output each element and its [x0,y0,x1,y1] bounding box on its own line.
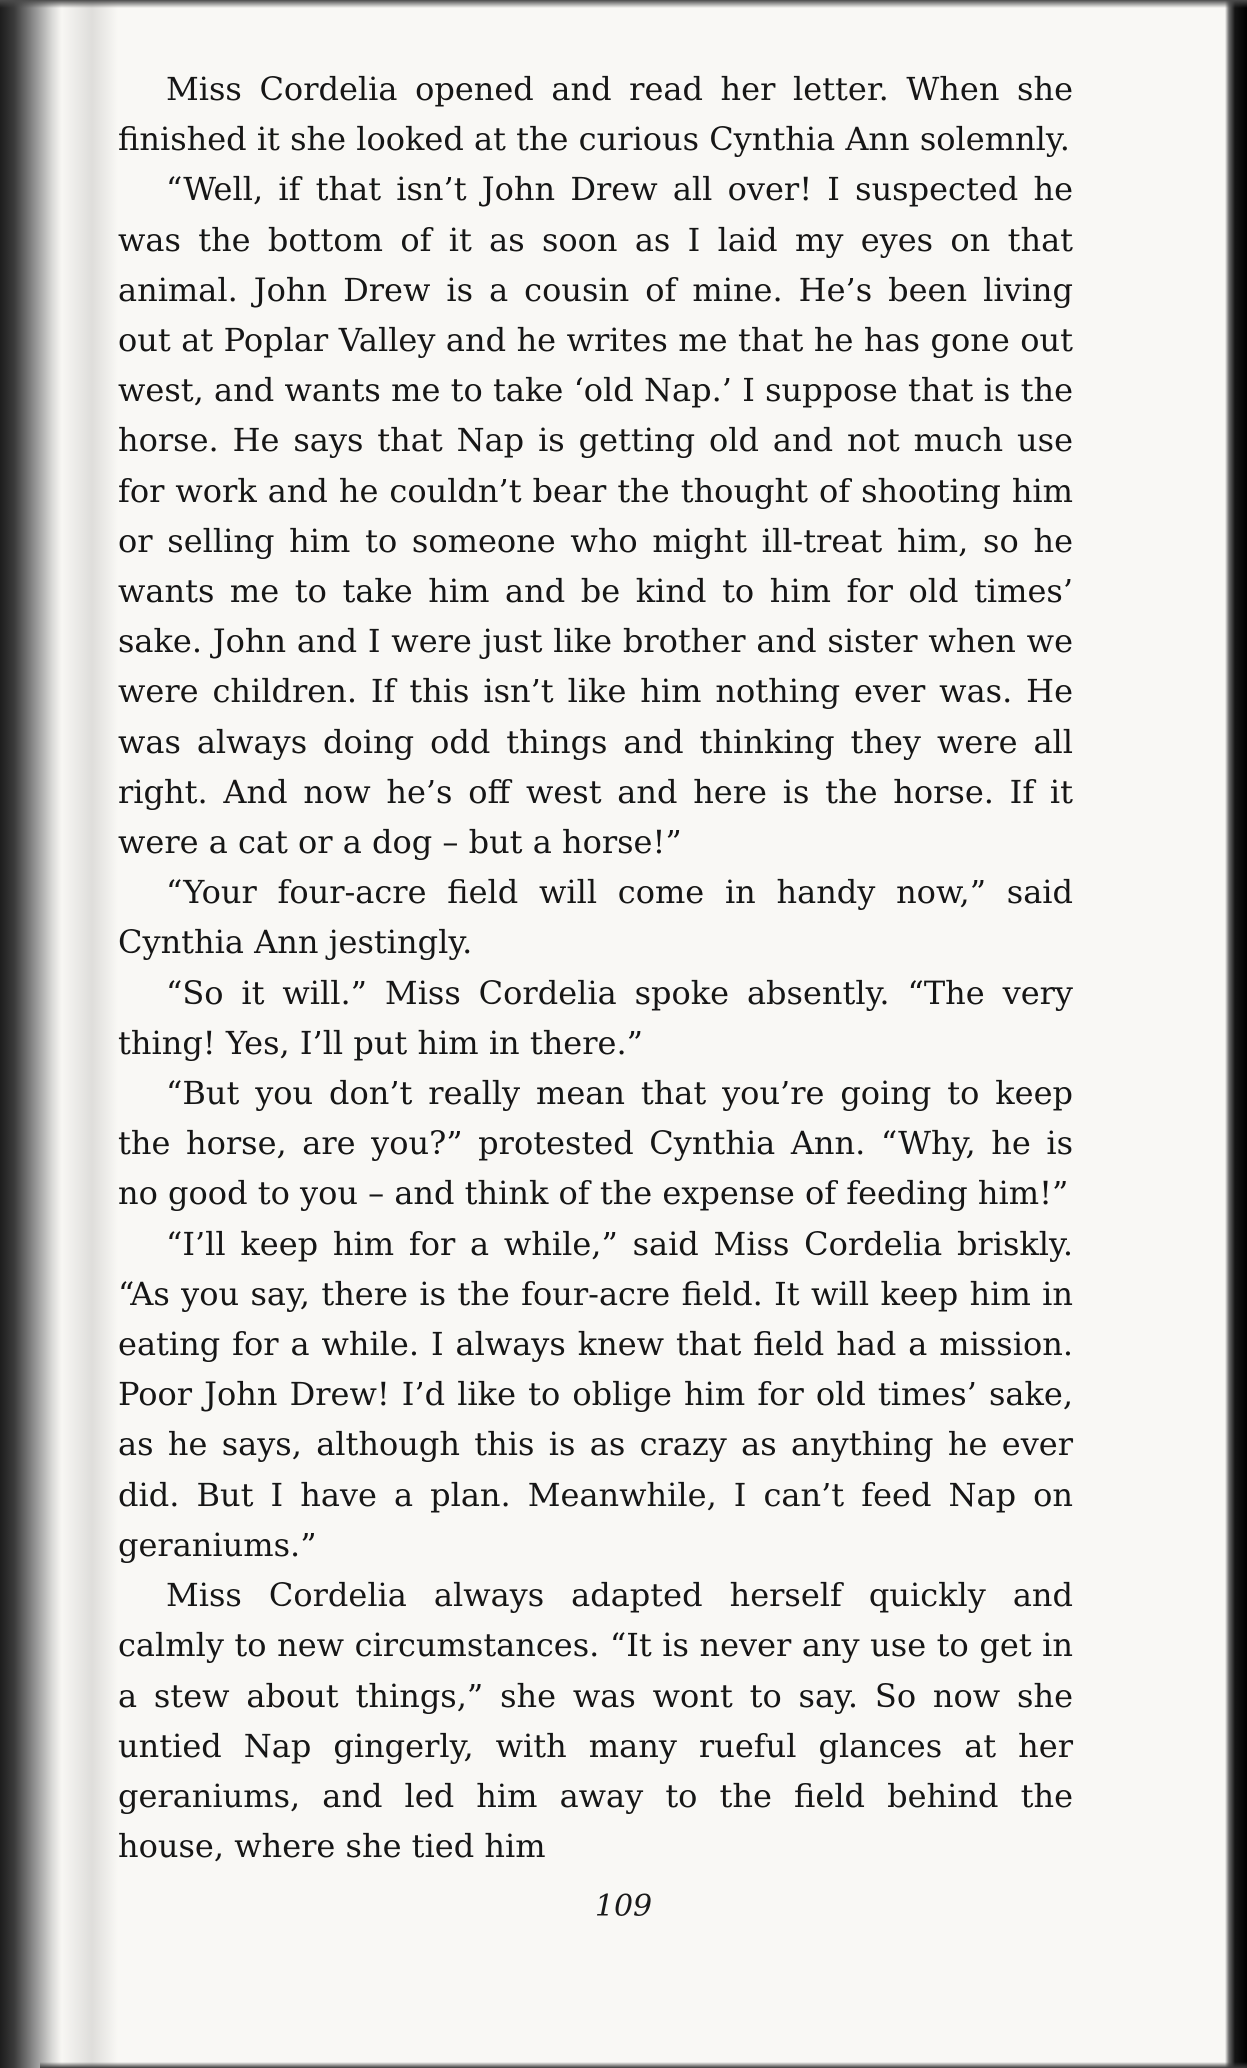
paragraph-john-drew: “Well, if that isn’t John Drew all over! I suspected he was the bottom of it as soon as I laid my eyes on that animal. John Drew is a cousin of mine. He’s been living out at Poplar Valley and he writes me that he has gone out west, and wants me to take ‘old Nap.’ I suppose that is the horse. He says that Nap is getting old and not much use for work and he couldn’t bear the thought of shooting him or selling him to someone who might ill-treat him, so he wants me to take him and be kind to him for old times’ sake. John and I were just like brother and sister when we were children. If this isn’t like him nothing ever was. He was always doing odd things and thinking they were all right. And now he’s off west and here is the horse. If it were a cat or a dog – but a horse!” [118,170,1073,862]
bottom-edge-shadow [40,2062,1247,2068]
right-edge-shadow [1225,0,1247,2068]
paragraph-letter-read: Miss Cordelia opened and read her letter. When she finished it she looked at the curious Cynthia Ann solemnly. [118,70,1073,159]
body-text [118,64,1073,1871]
left-gutter-fade [0,0,118,2068]
paragraph-adapted: Miss Cordelia always adapted herself quickly and calmly to new circumstances. “It is never any use to get in a stew about things,” she was wont to say. So now she untied Nap gingerly, with many rueful glances at her geraniums, and led him away to the field behind the house, where she tied him [118,1576,1073,1866]
paragraph-keep-him: “I’ll keep him for a while,” said Miss Cordelia briskly. “As you say, there is the four-acre field. It will keep him in eating for a while. I always knew that field had a mission. Poor John Drew! I’d like to oblige him for old times’ sake, as he says, although this is as crazy as anything he ever did. But I have a plan. Meanwhile, I can’t feed Nap on geraniums.” [118,1224,1073,1564]
paragraph-the-very-thing: “So it will.” Miss Cordelia spoke absently. “The very thing! Yes, I’ll put him in there.” [118,973,1073,1062]
top-edge-shadow [0,0,1247,8]
page-number: 109 [594,1889,653,1924]
paragraph-four-acre-field: “Your four-acre field will come in handy now,” said Cynthia Ann jestingly. [118,873,1073,962]
paragraph-protest: “But you don’t really mean that you’re going to keep the horse, are you?” protested Cynthia Ann. “Why, he is no good to you – and think of the expense of feeding him!” [118,1074,1073,1213]
